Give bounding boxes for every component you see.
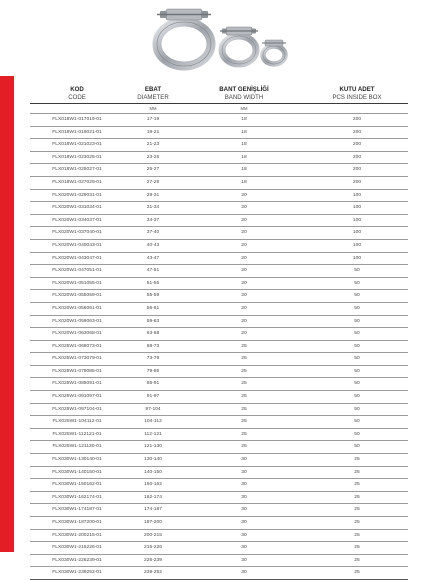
table-row xyxy=(30,278,408,291)
header-box-qty-tr: KUTU ADET xyxy=(339,86,375,93)
cell-band-width: 20 xyxy=(241,318,247,324)
table-row xyxy=(30,265,408,278)
cell-diameter: 21-23 xyxy=(146,142,160,148)
cell-code: FLX025W1-104112-01 xyxy=(52,419,102,425)
hose-clamps-product-photo xyxy=(140,2,300,74)
cell-band-width: 25 xyxy=(241,444,247,450)
table-row xyxy=(30,391,408,404)
cell-band-width: 25 xyxy=(241,394,247,400)
cell-code: FLX030W1-140150-01 xyxy=(52,469,102,475)
cell-diameter: 63-68 xyxy=(146,331,160,337)
cell-box-qty: 200 xyxy=(352,179,362,185)
cell-box-qty: 100 xyxy=(352,192,362,198)
cell-box-qty: 50 xyxy=(354,431,360,437)
cell-box-qty: 50 xyxy=(354,318,360,324)
table-row xyxy=(30,429,408,442)
cell-band-width: 30 xyxy=(241,482,247,488)
table-header xyxy=(30,86,408,101)
cell-code: FLX020W1-043047-01 xyxy=(52,255,102,261)
cell-code: FLX020W1-037040-01 xyxy=(52,230,102,236)
cell-code: FLX030W1-174187-01 xyxy=(52,507,102,513)
cell-band-width: 20 xyxy=(241,205,247,211)
cell-band-width: 30 xyxy=(241,507,247,513)
cell-code: FLX030W1-150162-01 xyxy=(52,482,102,488)
cell-code: FLX030W1-130140-01 xyxy=(52,457,102,463)
table-row xyxy=(30,139,408,152)
table-row xyxy=(30,441,408,454)
cell-diameter: 19-21 xyxy=(146,129,160,135)
unit-band-width: MM xyxy=(240,106,248,111)
table-row xyxy=(30,290,408,303)
table-row xyxy=(30,454,408,467)
cell-diameter: 27-29 xyxy=(146,179,160,185)
red-side-bar xyxy=(0,76,14,552)
cell-code: FLX020W1-031034-01 xyxy=(52,205,102,211)
cell-box-qty: 25 xyxy=(354,507,360,513)
cell-box-qty: 50 xyxy=(354,331,360,337)
cell-code: FLX018W1-017019-01 xyxy=(52,117,102,122)
table-row xyxy=(30,316,408,329)
cell-code: FLX025W1-079085-01 xyxy=(52,368,102,374)
header-band-width-en: BAND WIDTH xyxy=(224,93,264,101)
cell-diameter: 226-239 xyxy=(144,557,162,563)
cell-band-width: 20 xyxy=(241,331,247,337)
cell-band-width: 25 xyxy=(241,381,247,387)
cell-code: FLX018W1-027029-01 xyxy=(52,179,102,185)
table-row xyxy=(30,164,408,177)
cell-box-qty: 25 xyxy=(354,532,360,538)
cell-band-width: 30 xyxy=(241,532,247,538)
cell-box-qty: 50 xyxy=(354,444,360,450)
cell-box-qty: 25 xyxy=(354,545,360,551)
cell-box-qty: 200 xyxy=(352,154,362,160)
table-row xyxy=(30,542,408,555)
cell-band-width: 25 xyxy=(241,431,247,437)
cell-box-qty: 50 xyxy=(354,356,360,362)
cell-box-qty: 100 xyxy=(352,205,362,211)
table-row xyxy=(30,177,408,190)
table-row xyxy=(30,215,408,228)
table-row xyxy=(30,353,408,366)
cell-code: FLX025W1-091097-01 xyxy=(52,394,102,400)
cell-band-width: 20 xyxy=(241,192,247,198)
cell-band-width: 18 xyxy=(241,167,247,173)
cell-diameter: 239-252 xyxy=(144,570,162,576)
cell-code: FLX020W1-040043-01 xyxy=(52,242,102,248)
cell-code: FLX020W1-059063-01 xyxy=(52,318,102,324)
cell-band-width: 18 xyxy=(241,154,247,160)
unit-diameter: MM xyxy=(149,106,157,111)
cell-band-width: 18 xyxy=(241,117,247,122)
cell-box-qty: 200 xyxy=(352,117,362,122)
table-row xyxy=(30,341,408,354)
cell-box-qty: 200 xyxy=(352,167,362,173)
cell-box-qty: 100 xyxy=(352,242,362,248)
cell-code: FLX018W1-021023-01 xyxy=(52,142,102,148)
cell-box-qty: 50 xyxy=(354,419,360,425)
cell-code: FLX030W1-187200-01 xyxy=(52,520,102,525)
cell-box-qty: 100 xyxy=(352,255,362,261)
cell-box-qty: 50 xyxy=(354,368,360,374)
cell-box-qty: 100 xyxy=(352,230,362,236)
cell-band-width: 18 xyxy=(241,179,247,185)
cell-band-width: 30 xyxy=(241,570,247,576)
table-row xyxy=(30,416,408,429)
unit-row xyxy=(30,104,408,114)
table-row xyxy=(30,253,408,266)
cell-code: FLX030W1-226239-01 xyxy=(52,557,102,563)
cell-diameter: 31-34 xyxy=(146,205,160,211)
cell-code: FLX025W1-121130-01 xyxy=(52,444,102,450)
cell-diameter: 150-162 xyxy=(144,482,162,488)
cell-diameter: 17-19 xyxy=(146,117,160,122)
table-row xyxy=(30,479,408,492)
table-row xyxy=(30,202,408,215)
table-row xyxy=(30,567,408,580)
cell-band-width: 20 xyxy=(241,293,247,299)
cell-box-qty: 100 xyxy=(352,217,362,223)
cell-box-qty: 200 xyxy=(352,129,362,135)
table-row xyxy=(30,404,408,417)
cell-code: FLX020W1-051055-01 xyxy=(52,280,102,286)
cell-diameter: 43-47 xyxy=(146,255,160,261)
table-row xyxy=(30,530,408,543)
cell-band-width: 30 xyxy=(241,457,247,463)
cell-band-width: 18 xyxy=(241,142,247,148)
cell-band-width: 25 xyxy=(241,419,247,425)
cell-band-width: 20 xyxy=(241,268,247,274)
cell-diameter: 112-121 xyxy=(144,431,162,437)
cell-diameter: 104-112 xyxy=(144,419,162,425)
cell-code: FLX018W1-019021-01 xyxy=(52,129,102,135)
cell-code: FLX018W1-025027-01 xyxy=(52,167,102,173)
cell-code: FLX025W1-085091-01 xyxy=(52,381,102,387)
cell-diameter: 51-55 xyxy=(146,280,160,286)
cell-diameter: 130-140 xyxy=(144,457,162,463)
table-row xyxy=(30,555,408,568)
cell-box-qty: 25 xyxy=(354,520,360,525)
cell-diameter: 121-130 xyxy=(144,444,162,450)
cell-diameter: 97-104 xyxy=(145,406,161,412)
cell-diameter: 85-91 xyxy=(146,381,160,387)
cell-diameter: 200-215 xyxy=(144,532,162,538)
cell-band-width: 30 xyxy=(241,545,247,551)
cell-diameter: 162-174 xyxy=(144,494,162,500)
cell-band-width: 18 xyxy=(241,129,247,135)
header-code-tr: KOD xyxy=(70,86,84,93)
cell-band-width: 25 xyxy=(241,406,247,412)
cell-diameter: 34-37 xyxy=(146,217,160,223)
cell-code: FLX030W1-239252-01 xyxy=(52,570,102,576)
cell-box-qty: 25 xyxy=(354,570,360,576)
header-band-width-tr: BANT GENİŞLİĞİ xyxy=(219,86,269,93)
table-row xyxy=(30,227,408,240)
cell-box-qty: 25 xyxy=(354,557,360,563)
cell-diameter: 91-97 xyxy=(146,394,160,400)
table-row xyxy=(30,378,408,391)
cell-box-qty: 50 xyxy=(354,343,360,349)
cell-band-width: 20 xyxy=(241,305,247,311)
cell-diameter: 215-226 xyxy=(144,545,162,551)
cell-box-qty: 50 xyxy=(354,394,360,400)
table-row xyxy=(30,517,408,530)
cell-code: FLX020W1-034037-01 xyxy=(52,217,102,223)
cell-code: FLX020W1-055059-01 xyxy=(52,293,102,299)
cell-code: FLX020W1-047051-01 xyxy=(52,268,102,274)
cell-box-qty: 50 xyxy=(354,381,360,387)
table-row xyxy=(30,492,408,505)
table-row xyxy=(30,127,408,140)
cell-box-qty: 50 xyxy=(354,293,360,299)
unit-code-empty xyxy=(30,104,124,113)
cell-box-qty: 50 xyxy=(354,268,360,274)
cell-box-qty: 50 xyxy=(354,305,360,311)
table-row xyxy=(30,366,408,379)
product-spec-table xyxy=(30,86,408,580)
table-row xyxy=(30,152,408,165)
cell-band-width: 30 xyxy=(241,520,247,525)
header-box-qty-en: PCS INSIDE BOX xyxy=(332,93,382,101)
table-row xyxy=(30,240,408,253)
cell-diameter: 174-187 xyxy=(144,507,162,513)
cell-diameter: 56-61 xyxy=(146,305,160,311)
cell-diameter: 187-200 xyxy=(144,520,162,525)
cell-box-qty: 50 xyxy=(354,280,360,286)
cell-band-width: 20 xyxy=(241,217,247,223)
cell-diameter: 29-31 xyxy=(146,192,160,198)
cell-diameter: 79-85 xyxy=(146,368,160,374)
header-diameter xyxy=(124,86,182,101)
cell-code: FLX018W1-023025-01 xyxy=(52,154,102,160)
cell-box-qty: 50 xyxy=(354,406,360,412)
cell-box-qty: 200 xyxy=(352,142,362,148)
header-band-width xyxy=(182,86,306,101)
cell-band-width: 20 xyxy=(241,255,247,261)
cell-box-qty: 25 xyxy=(354,494,360,500)
header-code xyxy=(30,86,124,101)
cell-band-width: 20 xyxy=(241,230,247,236)
table-row xyxy=(30,328,408,341)
cell-code: FLX025W1-112121-01 xyxy=(52,431,102,437)
cell-code: FLX025W1-097104-01 xyxy=(52,406,102,412)
header-diameter-tr: EBAT xyxy=(144,86,162,93)
cell-band-width: 20 xyxy=(241,280,247,286)
cell-band-width: 25 xyxy=(241,356,247,362)
cell-code: FLX025W1-068073-01 xyxy=(52,343,102,349)
cell-diameter: 47-51 xyxy=(146,268,160,274)
unit-box-empty xyxy=(306,104,408,113)
cell-diameter: 73-79 xyxy=(146,356,160,362)
cell-band-width: 30 xyxy=(241,557,247,563)
cell-band-width: 25 xyxy=(241,368,247,374)
cell-code: FLX020W1-056061-01 xyxy=(52,305,102,311)
cell-code: FLX025W1-073079-01 xyxy=(52,356,102,362)
cell-diameter: 37-40 xyxy=(146,230,160,236)
cell-box-qty: 25 xyxy=(354,469,360,475)
cell-box-qty: 25 xyxy=(354,457,360,463)
table-row xyxy=(30,504,408,517)
header-box-qty xyxy=(306,86,408,101)
table-row xyxy=(30,467,408,480)
cell-diameter: 59-63 xyxy=(146,318,160,324)
cell-code: FLX030W1-162174-01 xyxy=(52,494,102,500)
cell-diameter: 23-25 xyxy=(146,154,160,160)
cell-band-width: 30 xyxy=(241,494,247,500)
cell-box-qty: 25 xyxy=(354,482,360,488)
table-body xyxy=(30,114,408,580)
table-row xyxy=(30,303,408,316)
cell-band-width: 30 xyxy=(241,469,247,475)
cell-diameter: 55-59 xyxy=(146,293,160,299)
table-row xyxy=(30,190,408,203)
cell-code: FLX030W1-215226-01 xyxy=(52,545,102,551)
cell-band-width: 25 xyxy=(241,343,247,349)
cell-diameter: 140-150 xyxy=(144,469,162,475)
cell-band-width: 20 xyxy=(241,242,247,248)
cell-code: FLX020W1-063068-01 xyxy=(52,331,102,337)
table-row xyxy=(30,114,408,127)
cell-diameter: 25-27 xyxy=(146,167,160,173)
cell-code: FLX020W1-029031-01 xyxy=(52,192,102,198)
cell-code: FLX030W1-200215-01 xyxy=(52,532,102,538)
cell-diameter: 68-73 xyxy=(146,343,160,349)
cell-diameter: 40-43 xyxy=(146,242,160,248)
header-code-en: CODE xyxy=(68,93,86,101)
header-diameter-en: DIAMETER xyxy=(137,93,169,101)
